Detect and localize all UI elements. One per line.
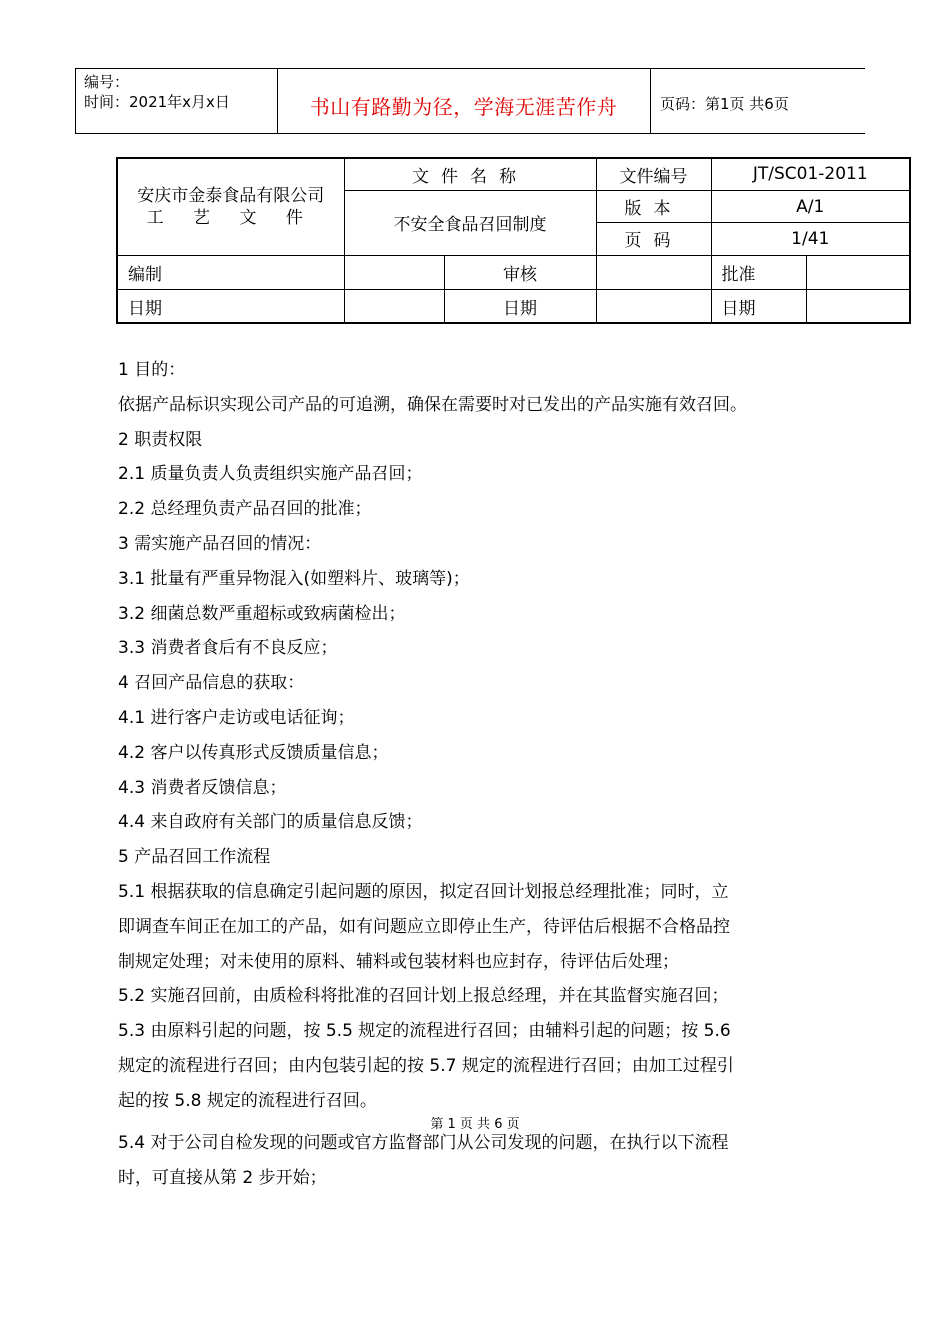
company-cell — [117, 158, 344, 255]
section-4-3: 4.3 消费者反馈信息； — [118, 777, 287, 798]
approve-value — [806, 255, 910, 289]
review-date-label: 日期 — [444, 290, 596, 323]
section-3-title: 3 需实施产品召回的情况： — [118, 533, 322, 554]
section-4-1: 4.1 进行客户走访或电话征询； — [118, 707, 355, 728]
section-1-title: 1 目的： — [118, 360, 186, 380]
section-4-4: 4.4 来自政府有关部门的质量信息反馈； — [118, 812, 423, 833]
section-5-4-line-2: 时，可直接从第 2 步开始； — [118, 1167, 327, 1188]
section-3-1: 3.1 批量有严重异物混入(如塑料片、玻璃等)； — [118, 568, 470, 589]
file-number: JT/SC01-2011 — [711, 158, 910, 190]
section-5-3-line-1: 5.3 由原料引起的问题，按 5.5 规定的流程进行召回；由辅料引起的问题；按 5.6 — [118, 1021, 731, 1042]
edit-value — [344, 255, 444, 289]
edit-label: 编制 — [117, 255, 344, 289]
section-5-title: 5 产品召回工作流程 — [118, 847, 271, 868]
page-info: 页码：第1页 共6页 — [660, 95, 789, 113]
section-4-title: 4 召回产品信息的获取： — [118, 673, 305, 694]
doc-type: 工 艺 文 件 — [146, 207, 315, 228]
document-body — [118, 353, 828, 1119]
approve-date-label: 日期 — [711, 290, 806, 323]
motto: 书山有路勤为径，学海无涯苦作舟 — [309, 95, 618, 119]
review-value — [596, 255, 711, 289]
file-name-label: 文件名称 — [344, 158, 596, 190]
number-label: 编号： — [84, 73, 130, 91]
approve-date-value — [806, 290, 910, 323]
section-5-1-line-2: 即调查车间正在加工的产品，如有问题应立即停止生产，待评估后根据不合格品控 — [118, 916, 730, 937]
company-name: 安庆市金泰食品有限公司 — [137, 185, 325, 206]
page-label: 页码 — [596, 223, 711, 255]
document-control-table — [116, 157, 911, 324]
section-3-2: 3.2 细菌总数严重超标或致病菌检出； — [118, 603, 406, 624]
section-4-2: 4.2 客户以传真形式反馈质量信息； — [118, 742, 389, 763]
time-label: 时间：2021年x月x日 — [84, 93, 230, 111]
edit-date-label: 日期 — [117, 290, 344, 323]
section-5-1-line-3: 制规定处理；对未使用的原料、辅料或包装材料也应封存，待评估后处理； — [118, 951, 679, 972]
page-value: 1/41 — [711, 223, 910, 255]
section-2-1: 2.1 质量负责人负责组织实施产品召回； — [118, 464, 423, 485]
document-body-continued — [118, 1126, 828, 1196]
version-label: 版本 — [596, 190, 711, 222]
section-5-4-line-1: 5.4 对于公司自检发现的问题或官方监督部门从公司发现的问题，在执行以下流程 — [118, 1133, 729, 1153]
section-5-2: 5.2 实施召回前，由质检科将批准的召回计划上报总经理，并在其监督实施召回； — [118, 986, 729, 1007]
edit-date-value — [344, 290, 444, 323]
review-label: 审核 — [444, 255, 596, 289]
section-5-3-line-2: 规定的流程进行召回；由内包装引起的按 5.7 规定的流程进行召回；由加工过程引 — [118, 1055, 734, 1076]
approve-label: 批准 — [711, 255, 806, 289]
document-title: 不安全食品召回制度 — [344, 190, 596, 255]
section-2-title: 2 职责权限 — [118, 429, 203, 450]
header-left-cell — [76, 69, 278, 133]
section-1-text: 依据产品标识实现公司产品的可追溯，确保在需要时对已发出的产品实施有效召回。 — [118, 394, 747, 415]
header-page-cell — [650, 69, 864, 133]
section-5-3-line-3: 起的按 5.8 规定的流程进行召回。 — [118, 1090, 377, 1111]
section-2-2: 2.2 总经理负责产品召回的批准； — [118, 499, 372, 520]
section-3-3: 3.3 消费者食后有不良反应； — [118, 638, 338, 659]
section-5-1-line-1: 5.1 根据获取的信息确定引起问题的原因，拟定召回计划报总经理批准；同时，立 — [118, 881, 729, 902]
header-strip — [75, 68, 865, 134]
review-date-value — [596, 290, 711, 323]
file-number-label: 文件编号 — [596, 158, 711, 190]
page-footer: 第 1 页 共 6 页 — [430, 1117, 520, 1132]
version-value: A/1 — [711, 190, 910, 222]
header-motto-cell — [277, 69, 651, 133]
